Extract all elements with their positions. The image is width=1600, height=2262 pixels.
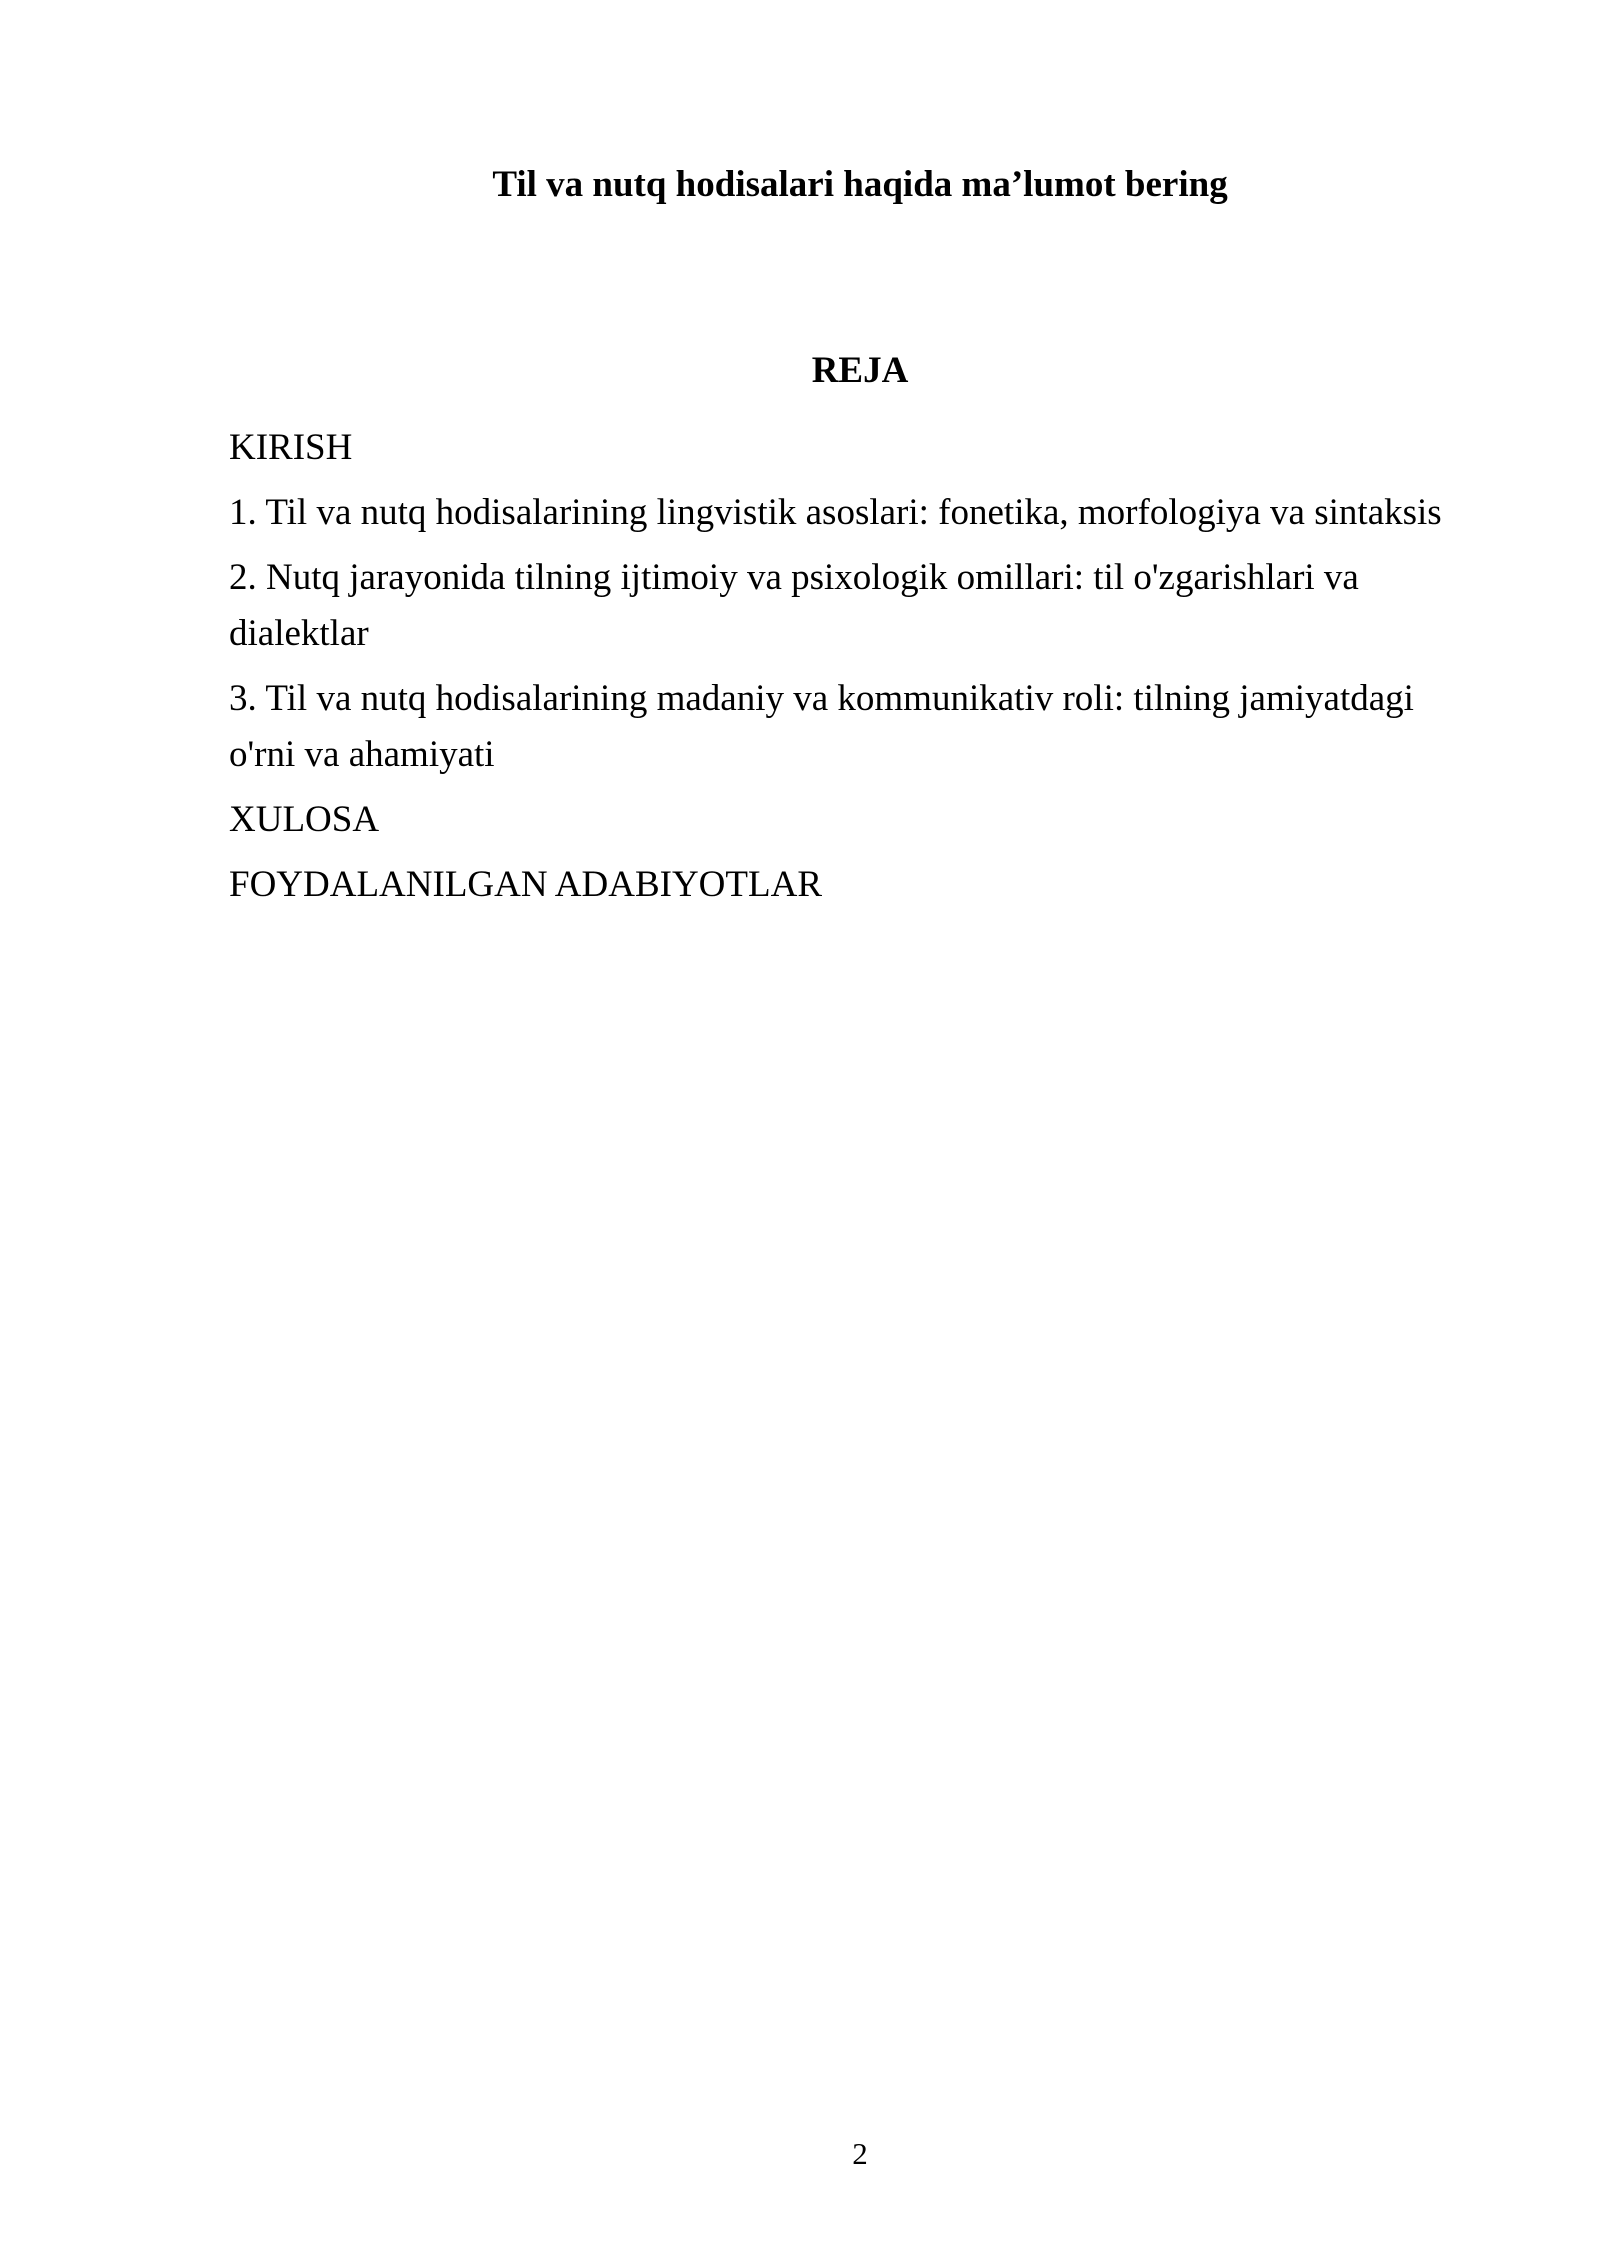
plan-list bbox=[229, 420, 1479, 922]
plan-item-conclusion: XULOSA bbox=[229, 799, 380, 840]
plan-item-3: 3. Til va nutq hodisalarining madaniy va kommunikativ roli: tilning jamiyatdagi o'rni va ahamiyati bbox=[229, 678, 1414, 775]
plan-item-2: 2. Nutq jarayonida tilning ijtimoiy va psixologik omillari: til o'zgarishlari va dialektlar bbox=[229, 557, 1359, 654]
plan-heading: REJA bbox=[811, 350, 909, 391]
plan-item-intro: KIRISH bbox=[229, 427, 353, 468]
document-title: Til va nutq hodisalari haqida ma’lumot bering bbox=[492, 164, 1228, 205]
page-number: 2 bbox=[852, 2136, 868, 2171]
plan-item-1: 1. Til va nutq hodisalarining lingvistik asoslari: fonetika, morfologiya va sintaksis bbox=[229, 492, 1442, 533]
plan-item-references: FOYDALANILGAN ADABIYOTLAR bbox=[229, 864, 822, 905]
